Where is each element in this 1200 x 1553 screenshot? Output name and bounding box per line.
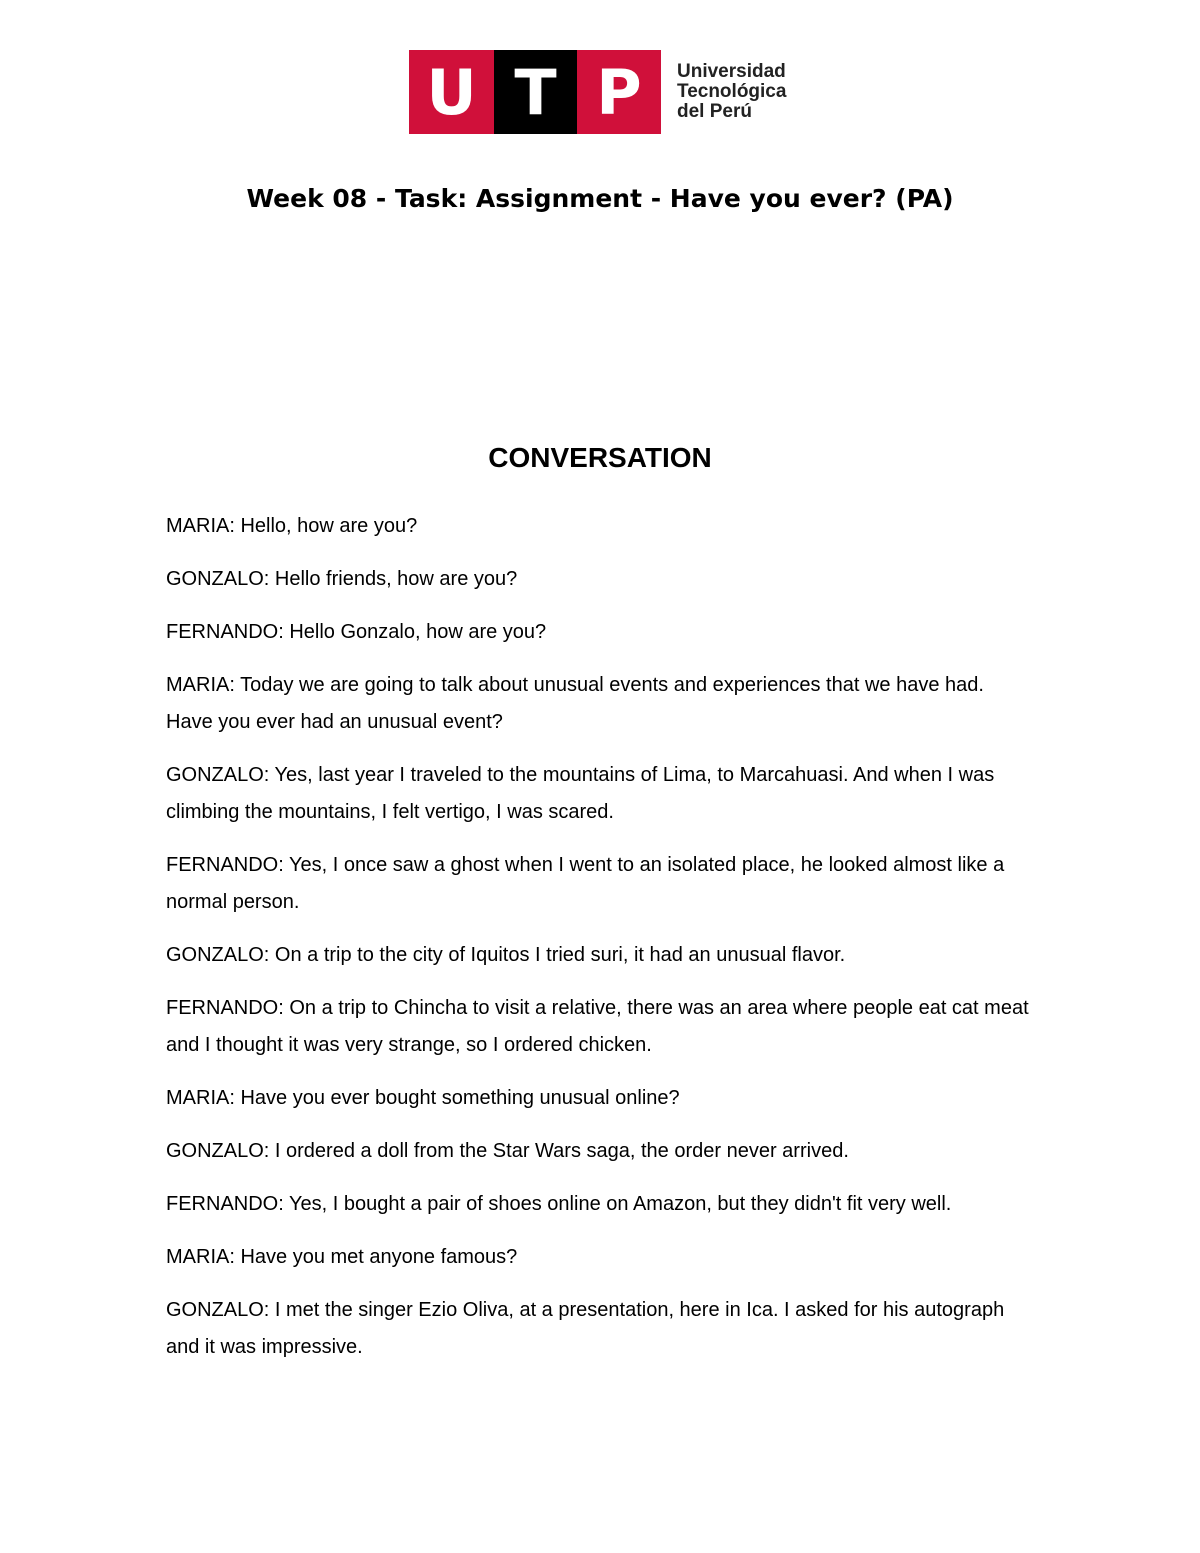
university-name-line-3: del Perú	[677, 101, 752, 122]
utp-logo-mark	[409, 50, 661, 134]
conversation-line: FERNANDO: Yes, I once saw a ghost when I went to an isolated place, he looked almost like a normal person.	[166, 854, 1005, 913]
conversation-line: MARIA: Hello, how are you?	[166, 515, 418, 537]
conversation-line: GONZALO: I ordered a doll from the Star Wars saga, the order never arrived.	[166, 1140, 849, 1162]
conversation-line: MARIA: Today we are going to talk about unusual events and experiences that we have had. Have you ever had an unusual event?	[166, 674, 984, 733]
conversation-line: MARIA: Have you met anyone famous?	[166, 1246, 518, 1268]
conversation	[166, 508, 1036, 1382]
logo-letter-p: P	[577, 50, 661, 134]
logo-letter-u: U	[409, 50, 494, 134]
conversation-line: MARIA: Have you ever bought something unusual online?	[166, 1087, 680, 1109]
conversation-line: GONZALO: Yes, last year I traveled to the mountains of Lima, to Marcahuasi. And when I was climbing the mountains, I felt vertigo, I was scared.	[166, 764, 995, 823]
section-heading: CONVERSATION	[488, 442, 712, 473]
university-name-line-2: Tecnológica	[677, 81, 787, 102]
conversation-line: FERNANDO: On a trip to Chincha to visit a relative, there was an area where people eat cat meat and I thought it was very strange, so I ordered chicken.	[166, 997, 1029, 1056]
university-name-line-1: Universidad	[677, 61, 786, 82]
logo-letter-t: T	[494, 50, 577, 134]
conversation-line: GONZALO: Hello friends, how are you?	[166, 568, 518, 590]
document-title: Week 08 - Task: Assignment - Have you ever? (PA)	[246, 184, 954, 213]
utp-logo	[409, 50, 786, 134]
conversation-line: GONZALO: On a trip to the city of Iquitos I tried suri, it had an unusual flavor.	[166, 944, 846, 966]
conversation-line: FERNANDO: Hello Gonzalo, how are you?	[166, 621, 547, 643]
conversation-line: FERNANDO: Yes, I bought a pair of shoes online on Amazon, but they didn't fit very well.	[166, 1193, 952, 1215]
university-name	[677, 62, 786, 122]
conversation-line: GONZALO: I met the singer Ezio Oliva, at a presentation, here in Ica. I asked for his autograph and it was impressive.	[166, 1299, 1005, 1358]
